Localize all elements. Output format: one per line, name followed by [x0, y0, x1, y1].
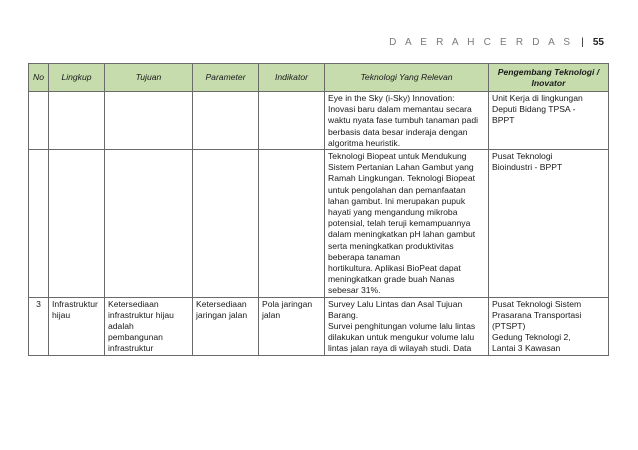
cell-indikator [259, 150, 325, 298]
cell-parameter: Ketersediaan jaringan jalan [193, 297, 259, 355]
running-title: D A E R A H C E R D A S [389, 37, 574, 48]
cell-lingkup: Infrastruktur hijau [49, 297, 105, 355]
cell-teknologi: Survey Lalu Lintas dan Asal Tujuan Barang. Survei penghitungan volume lalu lintas dilakukan untuk mengukur volume lalu lintas jalan raya di wilayah studi. Data [325, 297, 489, 355]
cell-pengembang: Pusat Teknologi Sistem Prasarana Transportasi (PTSPT) Gedung Teknologi 2, Lantai 3 Kawasan [489, 297, 609, 355]
col-header-tujuan: Tujuan [105, 64, 193, 92]
col-header-pengembang: Pengembang Teknologi / Inovator [489, 64, 609, 92]
page-number: 55 [592, 37, 604, 48]
technology-table [28, 63, 609, 356]
col-header-teknologi: Teknologi Yang Relevan [325, 64, 489, 92]
cell-indikator [259, 92, 325, 150]
cell-no [29, 92, 49, 150]
table-row [29, 92, 609, 150]
col-header-indikator: Indikator [259, 64, 325, 92]
table-row [29, 297, 609, 355]
cell-parameter [193, 92, 259, 150]
running-header [389, 37, 604, 48]
cell-tujuan: Ketersediaan infrastruktur hijau adalah pembangunan infrastruktur [105, 297, 193, 355]
cell-tujuan [105, 150, 193, 298]
cell-teknologi: Teknologi Biopeat untuk Mendukung Sistem Pertanian Lahan Gambut yang Ramah Lingkungan. Teknologi Biopeat untuk pengolahan dan pemanfaatan lahan gambut. Ini merupakan pupuk hayati yang mengandung mikroba potensial, telah teruji kemampuannya dalam meningkatkan pH lahan gambut serta meningkatkan produktivitas beberapa tanaman hortikultura. Aplikasi BioPeat dapat meningkatkan grade buah Nanas sebesar 31%. [325, 150, 489, 298]
header-separator: | [581, 37, 584, 48]
col-header-no: No [29, 64, 49, 92]
cell-pengembang: Unit Kerja di lingkungan Deputi Bidang TPSA - BPPT [489, 92, 609, 150]
cell-lingkup [49, 92, 105, 150]
cell-teknologi: Eye in the Sky (i-Sky) Innovation: Inovasi baru dalam memantau secara waktu nyata fase tumbuh tanaman padi berbasis data besar inderaja dengan algoritma heuristik. [325, 92, 489, 150]
cell-indikator: Pola jaringan jalan [259, 297, 325, 355]
cell-no [29, 150, 49, 298]
cell-parameter [193, 150, 259, 298]
cell-pengembang: Pusat Teknologi Bioindustri - BPPT [489, 150, 609, 298]
col-header-parameter: Parameter [193, 64, 259, 92]
cell-no: 3 [29, 297, 49, 355]
table-row [29, 150, 609, 298]
col-header-lingkup: Lingkup [49, 64, 105, 92]
table-header-row [29, 64, 609, 92]
cell-tujuan [105, 92, 193, 150]
cell-lingkup [49, 150, 105, 298]
